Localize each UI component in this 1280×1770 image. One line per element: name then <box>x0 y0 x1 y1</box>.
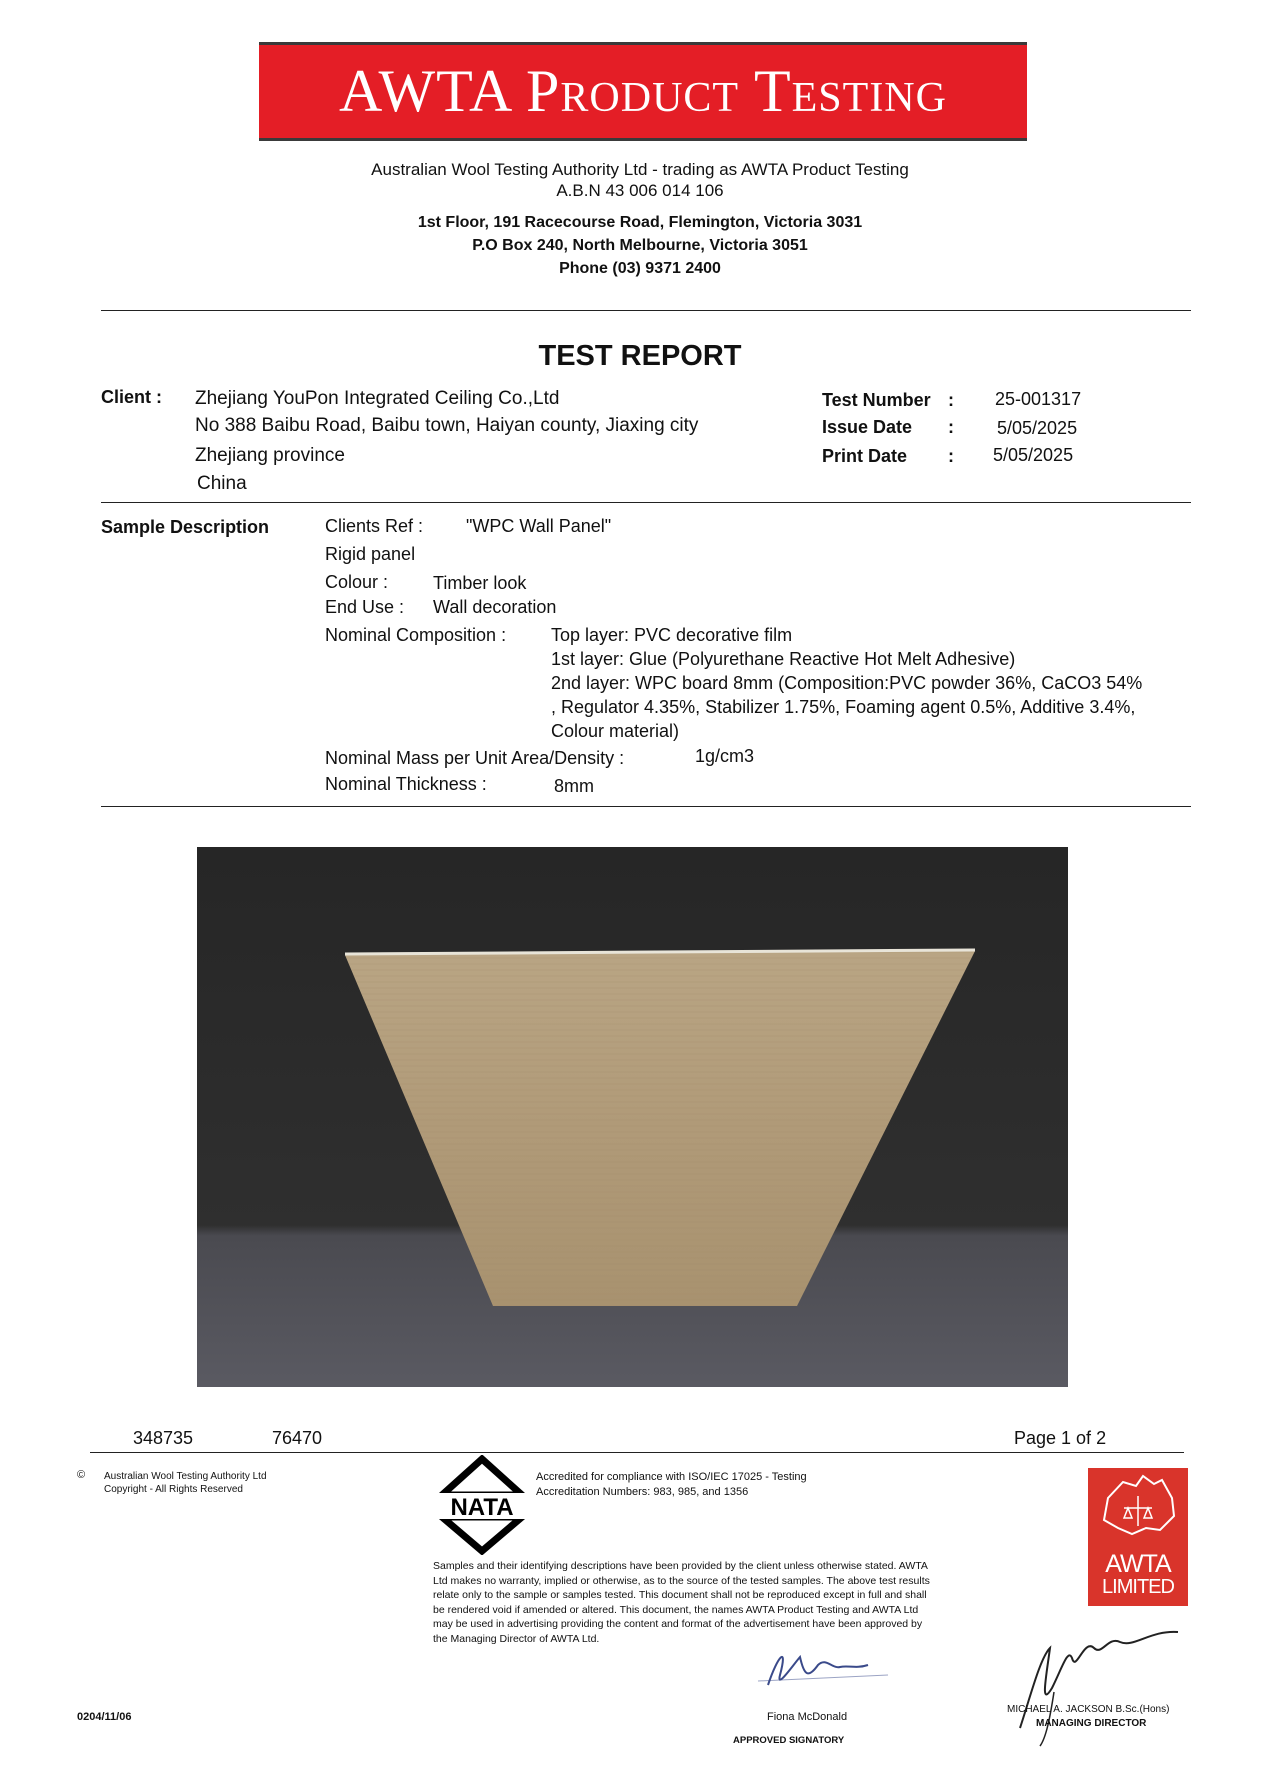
nata-text: NATA <box>450 1494 514 1521</box>
copyright-icon: © <box>77 1469 86 1481</box>
company-line: Australian Wool Testing Authority Ltd - trading as AWTA Product Testing <box>371 160 909 179</box>
composition-line: 1st layer: Glue (Polyurethane Reactive Hot Melt Adhesive) <box>551 649 1016 669</box>
print-date-label: Print Date <box>822 446 908 466</box>
disclaimer-line: relate only to the sample or samples tested. This document shall not be reproduced except in full and shall <box>433 1589 927 1601</box>
sample-divider <box>101 806 1191 807</box>
australia-map-icon <box>1088 1468 1188 1548</box>
signatory-title: APPROVED SIGNATORY <box>733 1735 845 1746</box>
copyright-line-2: Copyright - All Rights Reserved <box>104 1484 243 1495</box>
logo-limited-text: LIMITED <box>1102 1576 1174 1598</box>
composition-label: Nominal Composition : <box>325 625 507 645</box>
disclaimer <box>433 1559 993 1646</box>
client-divider <box>101 502 1191 503</box>
director-name: MICHAEL A. JACKSON B.Sc.(Hons) <box>1007 1704 1170 1715</box>
banner-title: AWTA Product Testing <box>339 58 947 124</box>
accreditation-line-2: Accreditation Numbers: 983, 985, and 1356 <box>536 1486 749 1498</box>
issue-date-value: 5/05/2025 <box>997 418 1078 438</box>
clients-ref-label: Clients Ref : <box>325 516 424 536</box>
phone-line: Phone (03) 9371 2400 <box>559 260 721 277</box>
signature-image <box>748 1635 898 1700</box>
address-line-1: 1st Floor, 191 Racecourse Road, Flemington, Victoria 3031 <box>417 214 863 231</box>
clients-ref-value: "WPC Wall Panel" <box>466 516 612 536</box>
awta-limited-logo <box>1088 1468 1188 1606</box>
colour-value: Timber look <box>433 573 527 593</box>
address-line-2: P.O Box 240, North Melbourne, Victoria 3051 <box>472 237 808 254</box>
client-label: Client : <box>101 387 162 407</box>
mass-value: 1g/cm3 <box>695 746 755 766</box>
disclaimer-line: Samples and their identifying descriptions have been provided by the client unless otherwise stated. AWTA <box>433 1560 928 1572</box>
copyright-line-1: Australian Wool Testing Authority Ltd <box>104 1471 267 1482</box>
client-line: Zhejiang province <box>195 445 345 466</box>
header-divider <box>101 310 1191 311</box>
disclaimer-line: may be used in advertising providing the content and format of the advertisement have been approved by <box>433 1618 923 1630</box>
composition-line: 2nd layer: WPC board 8mm (Composition:PVC powder 36%, CaCO3 54% <box>551 673 1143 693</box>
logo-awta-text: AWTA <box>1105 1550 1171 1578</box>
composition-line: Top layer: PVC decorative film <box>551 625 793 645</box>
client-line: No 388 Baibu Road, Baibu town, Haiyan county, Jiaxing city <box>195 415 699 436</box>
mass-label: Nominal Mass per Unit Area/Density : <box>325 748 625 768</box>
report-title: TEST REPORT <box>538 340 742 372</box>
composition-line: , Regulator 4.35%, Stabilizer 1.75%, Foaming agent 0.5%, Additive 3.4%, <box>551 697 1136 717</box>
abn-line: A.B.N 43 006 014 106 <box>556 181 724 200</box>
nata-logo <box>432 1455 532 1555</box>
director-title: MANAGING DIRECTOR <box>1036 1718 1147 1729</box>
footer-divider <box>90 1452 1184 1453</box>
end-use-value: Wall decoration <box>433 597 557 617</box>
meta-separator: : <box>948 446 954 466</box>
thickness-value: 8mm <box>554 776 594 796</box>
print-date-value: 5/05/2025 <box>993 445 1074 465</box>
nata-logo-icon <box>432 1455 532 1555</box>
accreditation-line-1: Accredited for compliance with ISO/IEC 17025 - Testing <box>536 1471 807 1483</box>
sample-description-label: Sample Description <box>101 517 270 537</box>
meta-separator: : <box>948 417 954 437</box>
page-number: Page 1 of 2 <box>1014 1428 1107 1448</box>
disclaimer-line: the Managing Director of AWTA Ltd. <box>433 1632 600 1645</box>
test-number-label: Test Number <box>822 390 931 410</box>
client-line: China <box>197 473 247 494</box>
form-code: 0204/11/06 <box>77 1711 132 1723</box>
issue-date-label: Issue Date <box>822 417 913 437</box>
test-number-value: 25-001317 <box>995 389 1082 409</box>
sample-type: Rigid panel <box>325 544 416 564</box>
composition-line: Colour material) <box>551 721 680 741</box>
footer-code-1: 348735 <box>133 1428 194 1448</box>
thickness-label: Nominal Thickness : <box>325 774 487 794</box>
meta-separator: : <box>948 390 954 410</box>
end-use-label: End Use : <box>325 597 405 617</box>
client-line: Zhejiang YouPon Integrated Ceiling Co.,Ltd <box>195 388 560 409</box>
signatory-signature <box>748 1635 898 1700</box>
disclaimer-line: Ltd makes no warranty, implied or otherwise, as to the source of the tested samples. The above test results <box>433 1574 930 1587</box>
footer-code-2: 76470 <box>272 1428 323 1448</box>
header-banner <box>259 42 1027 141</box>
wpc-panel-image <box>197 847 1068 1387</box>
colour-label: Colour : <box>325 572 389 592</box>
disclaimer-line: be rendered void if amended or altered. This document, the names AWTA Product Testing and AWTA Ltd <box>433 1603 919 1616</box>
sample-photo <box>197 847 1068 1387</box>
signatory-name: Fiona McDonald <box>767 1711 848 1723</box>
